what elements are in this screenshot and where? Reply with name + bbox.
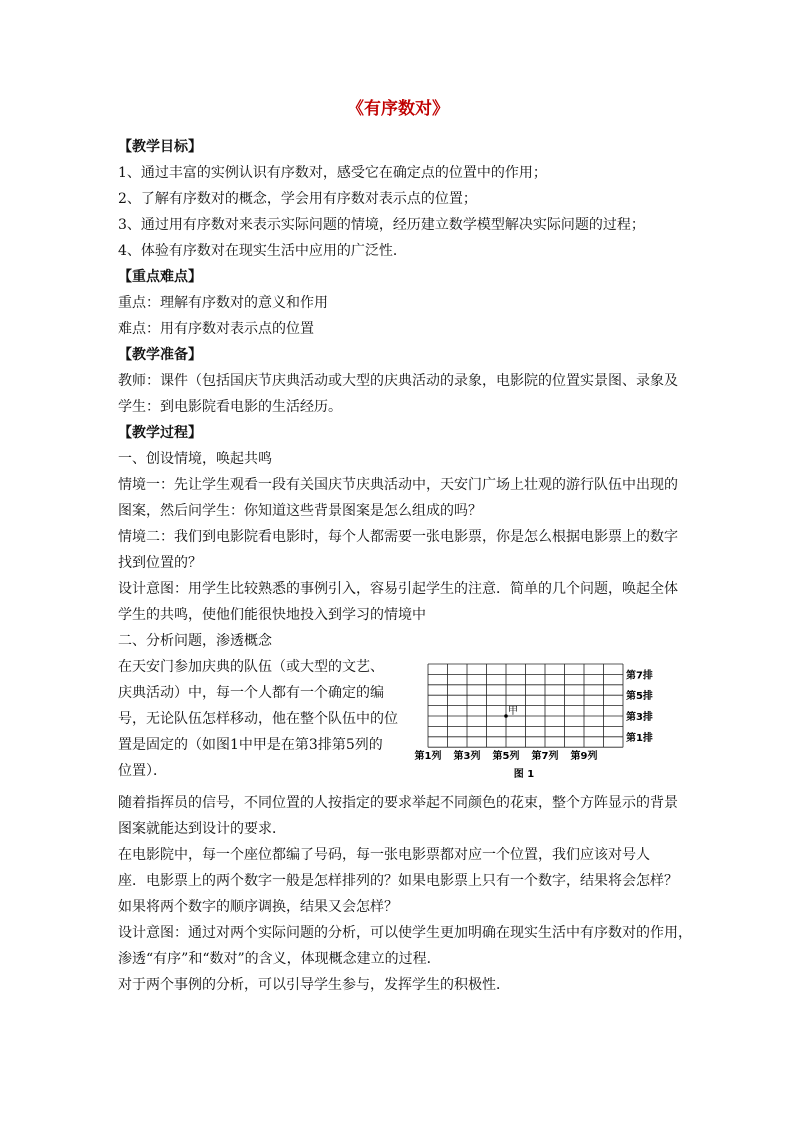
row-label: 第7排: [625, 670, 653, 682]
section-heading: 【教学过程】: [118, 425, 202, 441]
paragraph-line: 2、了解有序数对的概念，学会用有序数对表示点的位置；: [118, 191, 477, 207]
document-title: 《有序数对》: [347, 99, 449, 119]
document-page: [118, 96, 692, 998]
section-process: [118, 420, 692, 998]
paragraph-line: 3、通过用有序数对来表示实际问题的情境，经历建立数学模型解决实际问题的过程；: [118, 217, 645, 233]
column-label: 第9列: [570, 751, 598, 763]
paragraph-line: 号，无论队伍怎样移动，他在整个队伍中的位: [118, 711, 398, 727]
paragraph-line: 在电影院中，每一个座位都编了号码，每一张电影票都对应一个位置，我们应该对号人: [118, 847, 650, 863]
figure-caption: 图 1: [513, 769, 535, 781]
paragraph-line: 置是固定的（如图1中甲是在第3排第5列的: [118, 737, 383, 753]
section-goals: [118, 134, 678, 264]
section-key-points: [118, 264, 678, 342]
paragraph-line: 学生：到电影院看电影的生活经历。: [118, 399, 342, 415]
paragraph-line: 随着指挥员的信号，不同位置的人按指定的要求举起不同颜色的花束，整个方阵显示的背景: [118, 795, 678, 811]
section-preparation: [118, 342, 678, 420]
paragraph-line: 4、体验有序数对在现实生活中应用的广泛性．: [118, 243, 407, 259]
paragraph-line: 对于两个事例的分析，可以引导学生参与，发挥学生的积极性．: [118, 977, 510, 993]
paragraph-line: 图案就能达到设计的要求．: [118, 821, 286, 837]
paragraph-line: 位置）．: [118, 763, 167, 779]
paragraph-line: 情境二：我们到电影院看电影时，每个人都需要一张电影票，你是怎么根据电影票上的数字: [118, 529, 678, 545]
paragraph-line: 在天安门参加庆典的队伍（或大型的文艺、: [118, 659, 384, 675]
column-label: 第3列: [453, 751, 481, 763]
paragraph-line: 学生的共鸣，使他们能很快地投入到学习的情境中: [118, 607, 426, 623]
text-with-figure: [118, 654, 678, 790]
column-label: 第5列: [492, 751, 520, 763]
paragraph-line: 设计意图：通过对两个实际问题的分析，可以使学生更加明确在现实生活中有序数对的作用，: [118, 925, 692, 941]
row-label: 第1排: [625, 732, 653, 744]
section-heading: 【教学准备】: [118, 347, 202, 363]
paragraph-line: 座．电影票上的两个数字一般是怎样排列的？如果电影票上只有一个数字，结果将会怎样？: [118, 873, 678, 889]
row-label: 第5排: [625, 691, 653, 703]
seat-grid-diagram: [414, 662, 678, 781]
seat-grid-figure: [414, 662, 684, 790]
row-label: 第3排: [625, 711, 653, 723]
paragraph-line: 1、通过丰富的实例认识有序数对，感受它在确定点的位置中的作用；: [118, 165, 547, 181]
paragraph-line: 找到位置的？: [118, 555, 202, 571]
paragraph-line: 教师：课件（包括国庆节庆典活动或大型的庆典活动的录象，电影院的位置实景图、录象及: [118, 373, 678, 389]
paragraph-line: 图案，然后问学生：你知道这些背景图案是怎么组成的吗？: [118, 503, 482, 519]
column-label: 第7列: [531, 751, 559, 763]
column-label: 第1列: [414, 751, 442, 763]
subsection-title: 一、创设情境，唤起共鸣: [118, 451, 272, 467]
paragraph-line: 庆典活动）中，每一个人都有一个确定的编: [118, 685, 384, 701]
paragraph-line: 如果将两个数字的顺序调换，结果又会怎样？: [118, 899, 398, 915]
subsection-title: 二、分析问题，渗透概念: [118, 633, 272, 649]
paragraph-line: 设计意图：用学生比较熟悉的事例引入，容易引起学生的注意．简单的几个问题，唤起全体: [118, 581, 678, 597]
marker-label: 甲: [508, 705, 519, 717]
paragraph-line: 重点：理解有序数对的意义和作用: [118, 295, 328, 311]
paragraph-line: 渗透“有序”和“数对”的含义，体现概念建立的过程．: [118, 951, 441, 967]
paragraph-line: 难点：用有序数对表示点的位置: [118, 321, 314, 337]
section-heading: 【教学目标】: [118, 139, 202, 155]
paragraph-line: 情境一：先让学生观看一段有关国庆节庆典活动中，天安门广场上壮观的游行队伍中出现的: [118, 477, 678, 493]
figure-side-text: [118, 654, 406, 784]
section-heading: 【重点难点】: [118, 269, 202, 285]
